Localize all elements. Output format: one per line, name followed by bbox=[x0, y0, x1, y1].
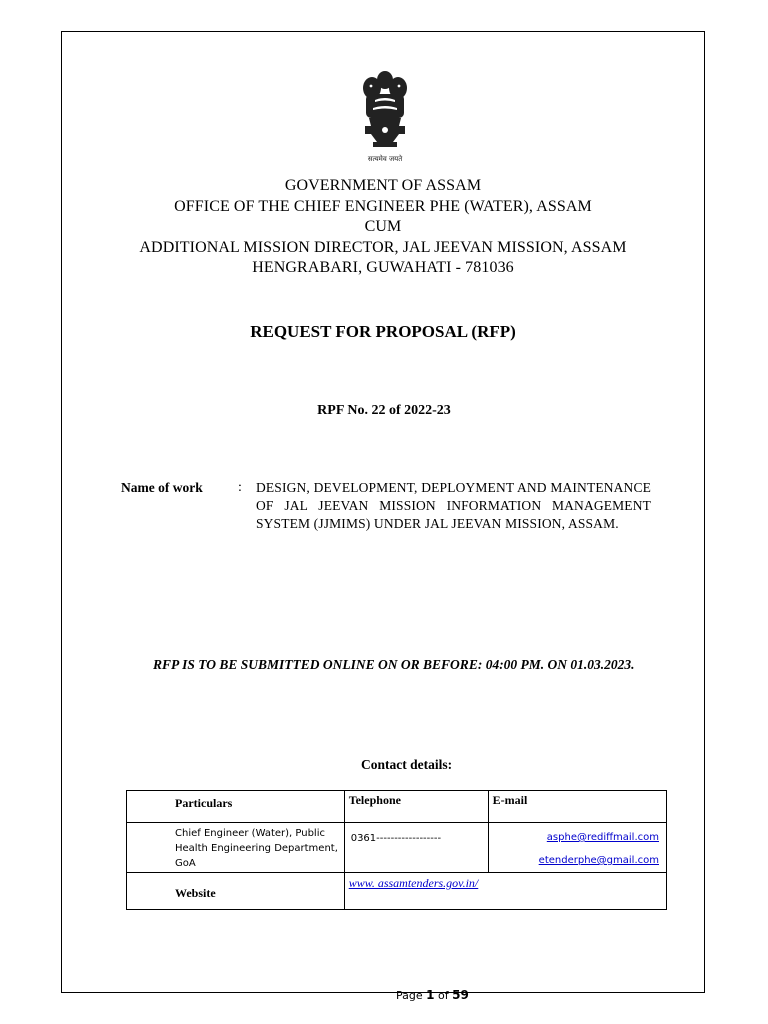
page-footer bbox=[396, 988, 469, 1002]
website-link-cell bbox=[344, 873, 666, 910]
heading-line-mission: ADDITIONAL MISSION DIRECTOR, JAL JEEVAN MISSION, ASSAM bbox=[139, 238, 627, 256]
email-cell bbox=[488, 823, 666, 873]
rpf-number: RPF No. 22 of 2022-23 bbox=[317, 403, 451, 418]
website-link[interactable]: www. assamtenders.gov.in/ bbox=[348, 876, 479, 890]
telephone-cell bbox=[344, 823, 488, 873]
column-header-email: E-mail bbox=[492, 793, 528, 807]
name-of-work-label: Name of work bbox=[121, 480, 203, 495]
contact-table-header-row bbox=[127, 791, 667, 823]
email-link-gmail[interactable]: etenderphe@gmail.com bbox=[538, 855, 659, 866]
email-link-rediffmail[interactable]: asphe@rediffmail.com bbox=[546, 832, 659, 843]
ashoka-emblem-icon bbox=[347, 66, 423, 166]
footer-page-word: Page bbox=[396, 989, 423, 1002]
contact-details-heading: Contact details: bbox=[361, 757, 453, 772]
table-row bbox=[127, 873, 667, 910]
column-header-particulars: Particulars bbox=[175, 796, 233, 810]
particulars-cell bbox=[127, 823, 345, 873]
heading-line-address: HENGRABARI, GUWAHATI - 781036 bbox=[252, 259, 514, 276]
website-label: Website bbox=[175, 886, 216, 900]
table-row bbox=[127, 823, 667, 873]
name-of-work-colon: : bbox=[238, 480, 242, 495]
header-cell-email bbox=[488, 791, 666, 823]
document-title: REQUEST FOR PROPOSAL (RFP) bbox=[250, 322, 516, 341]
website-label-cell bbox=[127, 873, 345, 910]
footer-current-page: 1 bbox=[426, 988, 435, 1002]
heading-line-government: GOVERNMENT OF ASSAM bbox=[284, 177, 482, 194]
name-of-work-description: DESIGN, DEVELOPMENT, DEPLOYMENT AND MAINTENANCE OF JAL JEEVAN MISSION INFORMATION MANAGEMENT SYSTEM (JJMIMS) UNDER JAL JEEVAN MISSION, ASSAM. bbox=[256, 480, 651, 531]
column-header-telephone: Telephone bbox=[348, 793, 401, 807]
ashoka-emblem bbox=[347, 66, 423, 166]
telephone-number: 0361------------------ bbox=[350, 833, 442, 844]
department-name: Chief Engineer (Water), Public Health Engineering Department, GoA bbox=[175, 828, 338, 869]
office-heading bbox=[61, 176, 705, 279]
header-cell-particulars bbox=[127, 791, 345, 823]
heading-line-office: OFFICE OF THE CHIEF ENGINEER PHE (WATER), ASSAM bbox=[174, 197, 592, 215]
header-cell-telephone bbox=[344, 791, 488, 823]
heading-line-cum: CUM bbox=[364, 218, 402, 235]
emblem-motto: सत्यमेव जयते bbox=[367, 155, 403, 163]
contact-table bbox=[126, 790, 667, 910]
email-list bbox=[489, 823, 666, 872]
submission-deadline-note: RFP IS TO BE SUBMITTED ONLINE ON OR BEFORE: 04:00 PM. ON 01.03.2023. bbox=[153, 657, 635, 672]
footer-of-word: of bbox=[438, 989, 449, 1002]
footer-total-pages: 59 bbox=[452, 988, 469, 1002]
